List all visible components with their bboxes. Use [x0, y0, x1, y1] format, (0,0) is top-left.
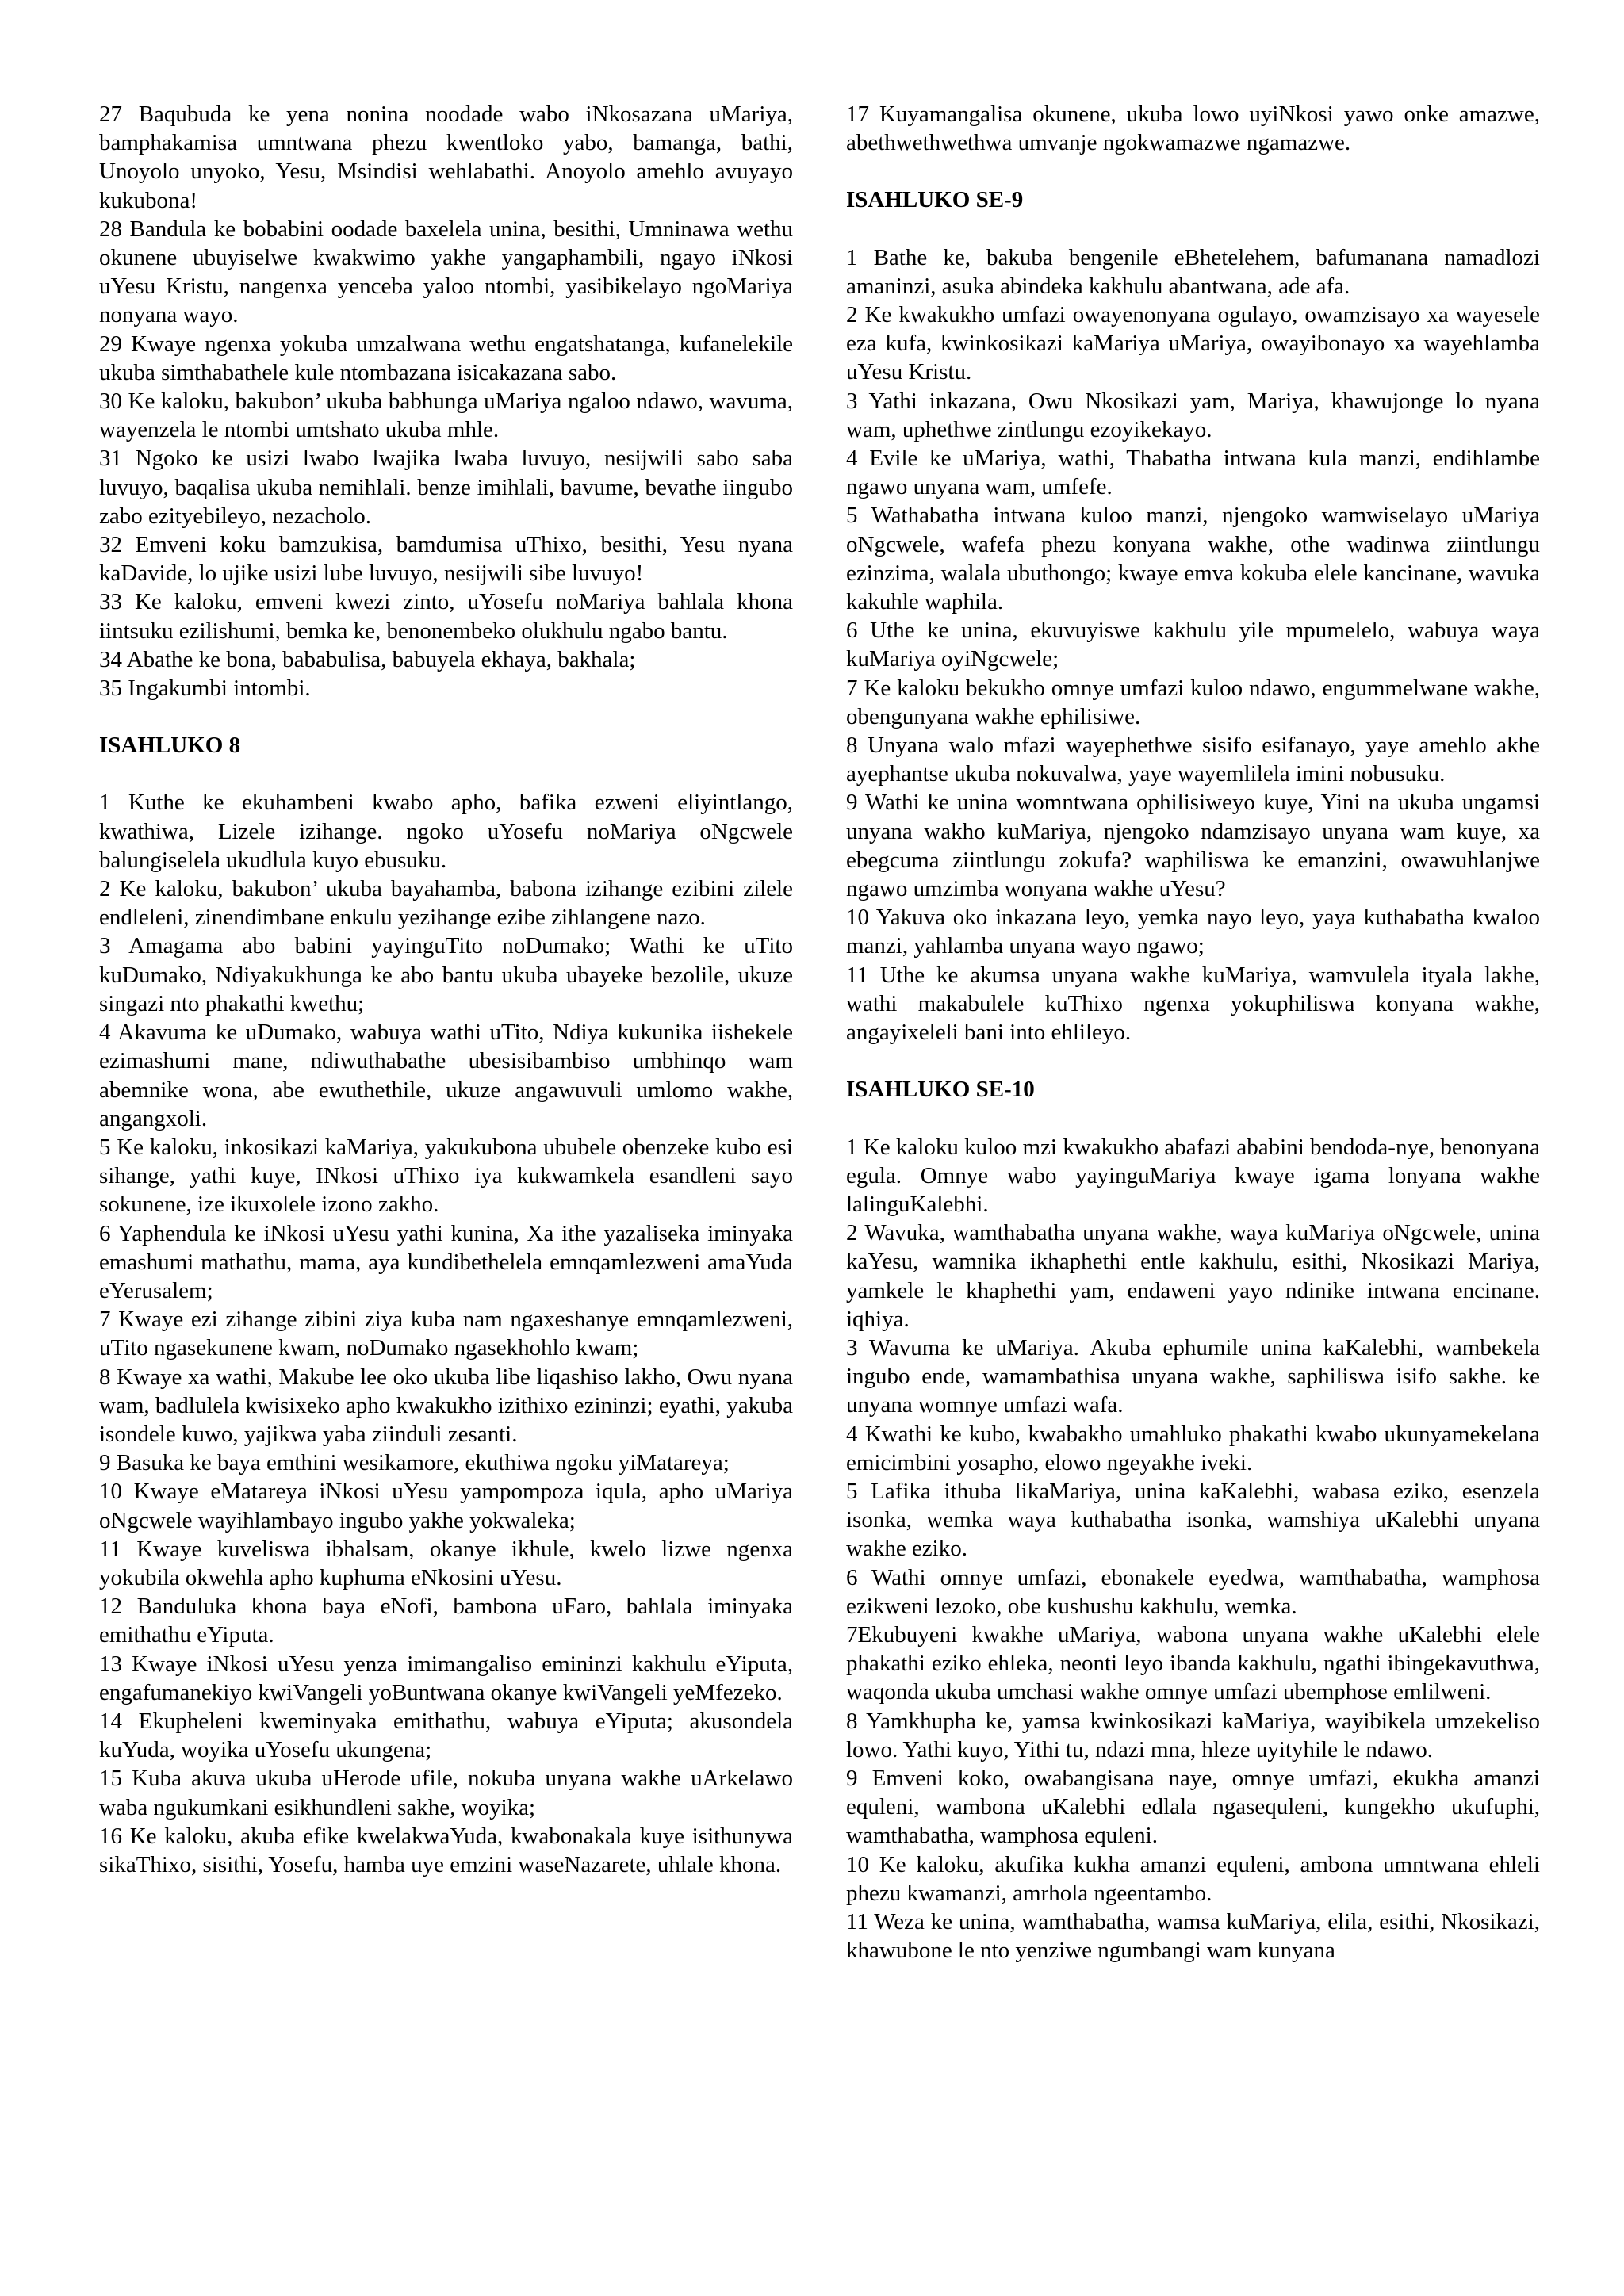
verse: 29 Kwaye ngenxa yokuba umzalwana wethu engatshatanga, kufanelekile ukuba simthabathele kule ntombazana isicakazana sabo.: [99, 331, 793, 385]
verse: 10 Ke kaloku, akufika kukha amanzi equleni, ambona umntwana ehleli phezu kwamanzi, amrhola ngeentambo.: [846, 1851, 1540, 1906]
verse: 3 Amagama abo babini yayinguTito noDumako; Wathi ke uTito kuDumako, Ndiyakukhunga ke abo bantu ukuba ubayeke bezolile, ukuze singazi nto phakathi kwethu;: [99, 933, 793, 1016]
verse: 14 Ekupheleni kweminyaka emithathu, wabuya eYiputa; akusondela kuYuda, woyika uYosefu ukungena;: [99, 1708, 793, 1763]
verse: 32 Emveni koku bamzukisa, bamdumisa uThixo, besithi, Yesu nyana kaDavide, lo ujike usizi lube luvuyo, nesijwili sibe luvuyo!: [99, 532, 793, 587]
verse: 33 Ke kaloku, emveni kwezi zinto, uYosefu noMariya bahlala khona iintsuku ezilishumi, bemka ke, benonembeko olukhulu ngabo bantu.: [99, 589, 793, 644]
verse: 16 Ke kaloku, akuba efike kwelakwaYuda, kwabonakala kuye isithunywa sikaThixo, sisithi, Yosefu, hamba uye emzini waseNazarete, uhlale khona.: [99, 1823, 793, 1877]
verse: 8 Kwaye xa wathi, Makube lee oko ukuba libe liqashiso lakho, Owu nyana wam, badlulela kwisixeko apho kwakukho izithixo ezininzi; eyathi, yakuba isondele kuwo, yajikwa yaba ziinduli zesanti.: [99, 1364, 793, 1447]
verse: 27 Baqubuda ke yena nonina noodade wabo iNkosazana uMariya, bamphakamisa umntwana phezu kwentloko yabo, bamanga, bathi, Unoyolo unyoko, Yesu, Msindisi wehlabathi. Anoyolo amehlo avuyayo kukubona!: [99, 101, 793, 213]
verse: 31 Ngoko ke usizi lwabo lwajika lwaba luvuyo, nesijwili sabo saba luvuyo, baqalisa ukuba nemihlali. benze imihlali, bavume, bevathe iingubo zabo ezityebileyo, nezacholo.: [99, 446, 793, 529]
chapter-heading: ISAHLUKO SE-10: [846, 1077, 1035, 1103]
verse: 4 Kwathi ke kubo, kwabakho umahluko phakathi kwabo ukunyamekelana emicimbini yosapho, elowo ngeyakhe iveki.: [846, 1421, 1540, 1475]
verse: 9 Emveni koko, owabangisana naye, omnye umfazi, ekukha amanzi equleni, wambona uKalebhi edlala ngasequleni, kungekho ukufuphi, wamthabatha, wamphosa equleni.: [846, 1765, 1540, 1849]
chapter-heading: ISAHLUKO 8: [99, 733, 241, 759]
verse: 1 Kuthe ke ekuhambeni kwabo apho, bafika ezweni eliyintlango, kwathiwa, Lizele izihange. ngoko uYosefu noMariya oNgcwele balungiselela ukudlula kuyo ebusuku.: [99, 790, 793, 873]
verse: 5 Ke kaloku, inkosikazi kaMariya, yakukubona ububele obenzeke kubo esi sihange, yathi kuye, INkosi uThixo iya kukwamkela esandleni sayo sokunene, ize ikuxolele izono zakho.: [99, 1134, 793, 1218]
verse: 35 Ingakumbi intombi.: [99, 675, 311, 702]
verse: 9 Basuka ke baya emthini wesikamore, ekuthiwa ngoku yiMatareya;: [99, 1450, 730, 1476]
verse: 6 Yaphendula ke iNkosi uYesu yathi kunina, Xa ithe yazaliseka iminyaka emashumi mathathu, mama, aya kundibethelela emnqamlezweni amaYuda eYerusalem;: [99, 1220, 793, 1303]
verse: 13 Kwaye iNkosi uYesu yenza imimangaliso emininzi kakhulu eYiputa, engafumanekiyo kwiVangeli yoBuntwana okanye kwiVangeli yeMfezeko.: [99, 1651, 793, 1705]
verse: 2 Ke kaloku, bakubon’ ukuba bayahamba, babona izihange ezibini zilele endleleni, zinendimbane enkulu yezihange ezibe zihlangene nazo.: [99, 876, 793, 931]
verse: 6 Uthe ke unina, ekuvuyiswe kakhulu yile mpumelelo, wabuya waya kuMariya oyiNgcwele;: [846, 618, 1540, 672]
verse: 7 Kwaye ezi zihange zibini ziya kuba nam ngaxeshanye emnqamlezweni, uTito ngasekunene kwam, noDumako ngasekhohlo kwam;: [99, 1307, 793, 1361]
verse: 30 Ke kaloku, bakubon’ ukuba babhunga uMariya ngaloo ndawo, wavuma, wayenzela le ntombi umtshato ukuba mhle.: [99, 388, 793, 443]
verse: 12 Banduluka khona baya eNofi, bambona uFaro, bahlala iminyaka emithathu eYiputa.: [99, 1594, 793, 1648]
verse: 2 Ke kwakukho umfazi owayenonyana ogulayo, owamzisayo xa wayesele eza kufa, kwinkosikazi kaMariya uMariya, owayibonayo xa wayehlamba uYesu Kristu.: [846, 302, 1540, 385]
verse: 34 Abathe ke bona, bababulisa, babuyela ekhaya, bakhala;: [99, 646, 636, 672]
verse: 9 Wathi ke unina womntwana ophilisiweyo kuye, Yini na ukuba ungamsi unyana wakho kuMariya, njengoko ndamzisayo unyana wam kuye, xa ebegcuma ziintlungu zokufa? waphiliswa ke emanzini, owawuhlanjwe ngawo umzimba wonyana wakhe uYesu?: [846, 790, 1540, 902]
verse: 4 Evile ke uMariya, wathi, Thabatha intwana kula manzi, endihlambe ngawo unyana wam, umfefe.: [846, 446, 1540, 500]
verse: 11 Weza ke unina, wamthabatha, wamsa kuMariya, elila, esithi, Nkosikazi, khawubone le nto yenziwe ngumbangi wam kunyana: [846, 1908, 1540, 1964]
verse: 7 Ke kaloku bekukho omnye umfazi kuloo ndawo, engummelwane wakhe, obengunyana wakhe ephilisiwe.: [846, 675, 1540, 729]
right-column: [846, 100, 1540, 1965]
verse: 28 Bandula ke bobabini oodade baxelela unina, besithi, Umninawa wethu okunene ubuyiselwe kwakwimo yakhe yangaphambili, ngayo iNkosi uYesu Kristu, nangenxa yenceba yaloo ntombi, yasibikelayo ngoMariya nonyana wayo.: [99, 216, 793, 328]
verse: 1 Bathe ke, bakuba bengenile eBhetelehem, bafumanana namadlozi amaninzi, asuka abindeka kakhulu abantwana, ade afa.: [846, 244, 1540, 299]
left-column: [99, 100, 793, 1879]
verse: 10 Kwaye eMatareya iNkosi uYesu yampompoza iqula, apho uMariya oNgcwele wayihlambayo ingubo yakhe yokwaleka;: [99, 1479, 793, 1533]
verse: 4 Akavuma ke uDumako, wabuya wathi uTito, Ndiya kukunika iishekele ezimashumi mane, ndiwuthabathe ubesisibambiso umbhinqo wam abemnike wona, abe ewuthethile, ukuze angawuvuli umlomo wakhe, angangxoli.: [99, 1020, 793, 1131]
verse: 8 Yamkhupha ke, yamsa kwinkosikazi kaMariya, wayibikela umzekeliso lowo. Yathi kuyo, Yithi tu, ndazi mna, hleze uyityhile le ndawo.: [846, 1708, 1540, 1762]
verse: 6 Wathi omnye umfazi, ebonakele eyedwa, wamthabatha, wamphosa ezikweni lezoko, obe kushushu kakhulu, wemka.: [846, 1564, 1540, 1619]
verse: 15 Kuba akuva ukuba uHerode ufile, nokuba unyana wakhe uArkelawo waba ngukumkani esikhundleni sakhe, woyika;: [99, 1766, 793, 1820]
verse: 17 Kuyamangalisa okunene, ukuba lowo uyiNkosi yawo onke amazwe, abethwethwethwa umvanje ngokwamazwe ngamazwe.: [846, 101, 1540, 156]
verse: 10 Yakuva oko inkazana leyo, yemka nayo leyo, yaya kuthabatha kwaloo manzi, yahlamba unyana wayo ngawo;: [846, 905, 1540, 959]
verse: 3 Yathi inkazana, Owu Nkosikazi yam, Mariya, khawujonge lo nyana wam, uphethwe zintlungu ezoyikekayo.: [846, 388, 1540, 442]
verse: 11 Uthe ke akumsa unyana wakhe kuMariya, wamvulela ityala lakhe, wathi makabulele kuThixo ngenxa yokuphiliswa konyana wakhe, angayixeleli bani into ehlileyo.: [846, 962, 1540, 1046]
verse: 11 Kwaye kuveliswa ibhalsam, okanye ikhule, kwelo lizwe ngenxa yokubila okwehla apho kuphuma eNkosini uYesu.: [99, 1536, 793, 1590]
verse: 7Ekubuyeni kwakhe uMariya, wabona unyana wakhe uKalebhi elele phakathi eziko ehleka, neonti leyo ibanda kakhulu, ngathi ibingekavuthwa, waqonda ukuba umchasi wakhe omnye umfazi ubemphose emlilweni.: [846, 1621, 1540, 1705]
verse: 2 Wavuka, wamthabatha unyana wakhe, waya kuMariya oNgcwele, unina kaYesu, wamnika ikhaphethi entle kakhulu, esithi, Nkosikazi Mariya, yamkele le khaphethi yam, endaweni yayo ndinike intwana encinane. iqhiya.: [846, 1220, 1540, 1332]
verse: 3 Wavuma ke uMariya. Akuba ephumile unina kaKalebhi, wambekela ingubo ende, wamambathisa unyana wakhe, saphiliswa isifo sakhe. ke unyana womnye umfazi wafa.: [846, 1334, 1540, 1418]
verse: 5 Wathabatha intwana kuloo manzi, njengoko wamwiselayo uMariya oNgcwele, wafefa phezu konyana wakhe, othe wadinwa ziintlungu ezinzima, walala ubuthongo; kwaye emva kokuba elele kancinane, wavuka kakuhle waphila.: [846, 503, 1540, 615]
verse: 5 Lafika ithuba likaMariya, unina kaKalebhi, wabasa eziko, esenzela isonka, wemka waya kuthabatha isonka, wamshiya uKalebhi unyana wakhe eziko.: [846, 1478, 1540, 1562]
verse: 1 Ke kaloku kuloo mzi kwakukho abafazi ababini bendoda-nye, benonyana egula. Omnye wabo yayinguMariya kwaye igama lonyana wakhe lalinguKalebhi.: [846, 1134, 1540, 1217]
chapter-heading: ISAHLUKO SE-9: [846, 187, 1024, 213]
verse: 8 Unyana walo mfazi wayephethwe sisifo esifanayo, yaye amehlo akhe ayephantse ukuba nokuvalwa, yaye wayemlilela imini nobusuku.: [846, 733, 1540, 787]
